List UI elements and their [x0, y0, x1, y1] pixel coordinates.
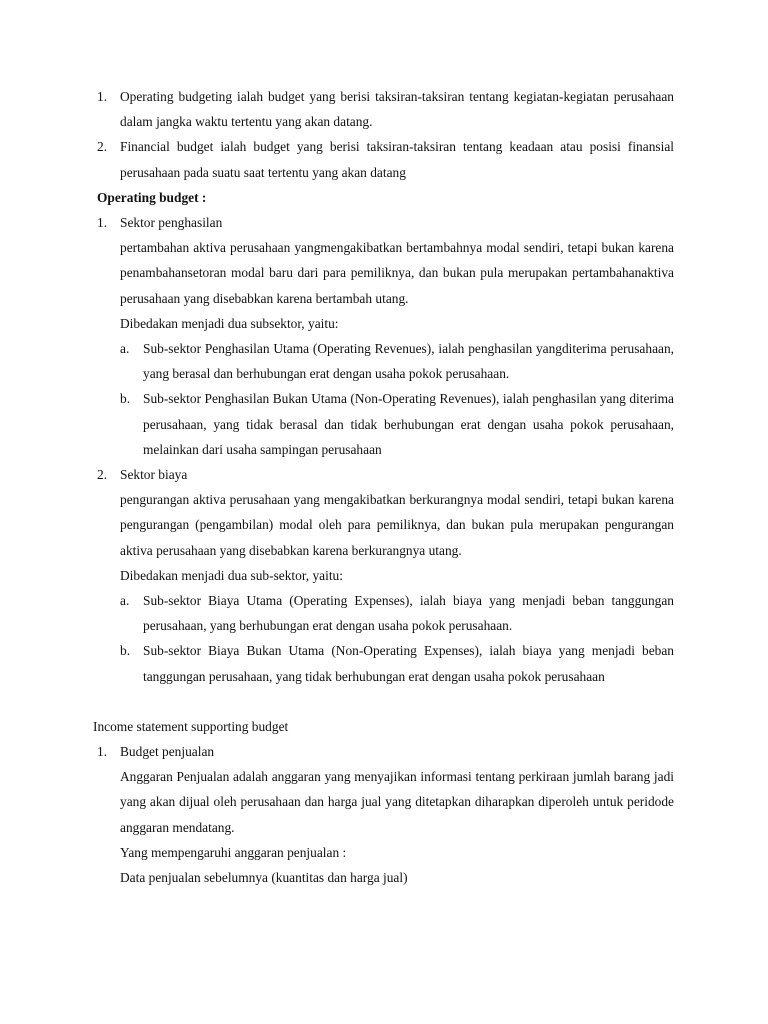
sub-list-letter: b. — [120, 643, 131, 659]
sector-title: Sektor biaya — [120, 467, 188, 483]
list-number: 1. — [97, 215, 108, 231]
spacer — [93, 689, 674, 714]
sub-list-text: Sub-sektor Biaya Utama (Operating Expenses), ialah biaya yang menjadi beban tanggungan perusahaan, yang berhubungan erat dengan usaha pokok perusahaan. — [143, 593, 674, 634]
income-item-line: Yang mempengaruhi anggaran penjualan : — [120, 844, 347, 860]
list-number: 1. — [97, 744, 108, 760]
sector-intro: Dibedakan menjadi dua subsektor, yaitu: — [120, 315, 339, 331]
definitions-list — [93, 84, 674, 185]
section-heading-operating-budget: Operating budget : — [97, 189, 207, 205]
sub-list-letter: a. — [120, 341, 130, 357]
list-number: 2. — [97, 139, 108, 155]
sub-list-letter: b. — [120, 391, 131, 407]
list-text: Financial budget ialah budget yang berisi taksiran-taksiran tentang keadaan atau posisi finansial perusahaan pada suatu saat tertentu yang akan datang — [120, 139, 674, 180]
sub-list-item — [93, 386, 674, 462]
list-text: Operating budgeting ialah budget yang berisi taksiran-taksiran tentang kegiatan-kegiatan perusahaan dalam jangka waktu tertentu yang akan datang. — [120, 89, 674, 130]
sub-list-item — [93, 638, 674, 688]
list-item — [93, 84, 674, 134]
list-item — [93, 134, 674, 184]
sector-title: Sektor penghasilan — [120, 215, 223, 231]
sub-list-text: Sub-sektor Penghasilan Bukan Utama (Non-Operating Revenues), ialah penghasilan yang diterima perusahaan, yang tidak berasal dan tidak berhubungan erat dengan usaha pokok perusahaan, melainkan dari usaha sampingan perusahaan — [143, 391, 674, 457]
sector-description — [93, 235, 674, 336]
income-item — [93, 739, 674, 764]
sub-list-text: Sub-sektor Penghasilan Utama (Operating Revenues), ialah penghasilan yangditerima perusahaan, yang berasal dan berhubungan erat dengan usaha pokok perusahaan. — [143, 341, 674, 382]
list-number: 1. — [97, 89, 108, 104]
document-body — [93, 84, 674, 890]
sector-description-text: pertambahan aktiva perusahaan yangmengakibatkan bertambahnya modal sendiri, tetapi bukan karena penambahansetoran modal baru dari para pemiliknya, dan bukan pula merupakan pertambahanaktiva perusahaan yang disebabkan karena bertambah utang. — [120, 240, 674, 306]
sub-list-item — [93, 336, 674, 386]
sector-list — [93, 210, 674, 689]
income-item-body — [93, 764, 674, 890]
sector-item — [93, 210, 674, 235]
section-heading-income-statement: Income statement supporting budget — [93, 718, 289, 734]
sub-list-text: Sub-sektor Biaya Bukan Utama (Non-Operating Expenses), ialah biaya yang menjadi beban tanggungan perusahaan, yang tidak berhubungan erat dengan usaha pokok perusahaan — [143, 643, 674, 684]
sector-description-text: pengurangan aktiva perusahaan yang mengakibatkan berkurangnya modal sendiri, tetapi bukan karena pengurangan (pengambilan) modal oleh para pemiliknya, dan bukan pula merupakan pengurangan aktiva perusahaan yang disebabkan karena berkurangnya utang. — [120, 492, 674, 558]
income-item-line: Data penjualan sebelumnya (kuantitas dan harga jual) — [120, 870, 408, 886]
sub-list-letter: a. — [120, 593, 130, 609]
sub-list-item — [93, 588, 674, 638]
sector-item — [93, 462, 674, 487]
income-item-title: Budget penjualan — [120, 744, 215, 760]
income-list — [93, 739, 674, 890]
income-item-description: Anggaran Penjualan adalah anggaran yang menyajikan informasi tentang perkiraan jumlah barang jadi yang akan dijual oleh perusahaan dan harga jual yang ditetapkan diharapkan diperoleh untuk peridode anggaran mendatang. — [120, 769, 674, 835]
list-number: 2. — [97, 467, 108, 483]
sector-intro: Dibedakan menjadi dua sub-sektor, yaitu: — [120, 567, 343, 583]
sector-description — [93, 487, 674, 588]
